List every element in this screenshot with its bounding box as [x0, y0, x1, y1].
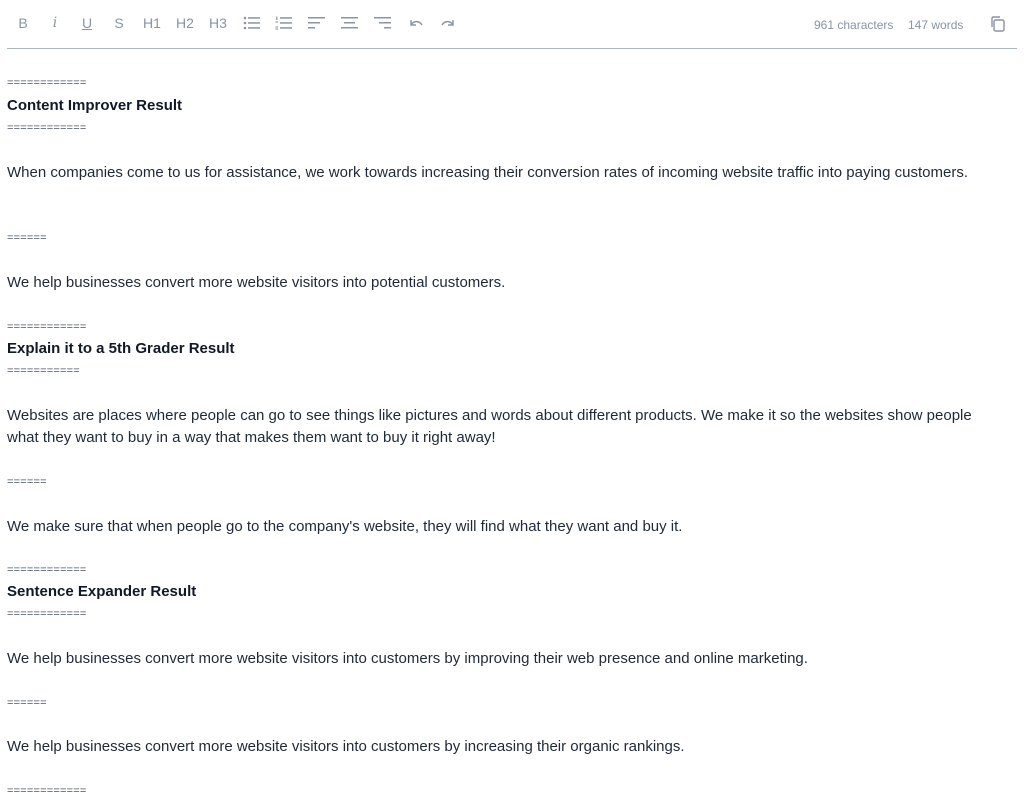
paragraph: Websites are places where people can go to see things like pictures and words about different products. We make it so the websites show people what they want to buy in a way that makes them want to buy it right away!: [7, 407, 972, 446]
underline-button[interactable]: U: [81, 15, 93, 31]
undo-button[interactable]: [405, 11, 427, 35]
copy-button[interactable]: [989, 15, 1009, 35]
paragraph: We make sure that when people go to the company's website, they will find what they want and buy it.: [7, 518, 683, 535]
heading-1-button[interactable]: H1: [143, 15, 161, 31]
section-heading: Explain it to a 5th Grader Result: [7, 340, 235, 357]
separator-line: ======: [7, 232, 47, 244]
align-right-button[interactable]: [372, 11, 394, 35]
separator-line: ============: [7, 77, 87, 89]
section-heading: Content Improver Result: [7, 97, 183, 114]
italic-button[interactable]: i: [52, 15, 58, 31]
separator-line: ======: [7, 476, 47, 488]
heading-3-button[interactable]: H3: [209, 15, 227, 31]
editor-toolbar: [7, 0, 1017, 49]
section-heading: Sentence Expander Result: [7, 583, 197, 600]
undo-icon: [408, 17, 424, 29]
heading-2-button[interactable]: H2: [176, 15, 194, 31]
align-center-button[interactable]: [339, 11, 361, 35]
align-right-icon: [374, 16, 392, 30]
separator-line: ============: [7, 122, 87, 134]
redo-button[interactable]: [437, 11, 459, 35]
separator-line: ============: [7, 564, 87, 576]
redo-icon: [440, 17, 456, 29]
paragraph: We help businesses convert more website visitors into customers by increasing their organic rankings.: [7, 738, 685, 755]
separator-line: ============: [7, 785, 87, 797]
paragraph: When companies come to us for assistance, we work towards increasing their conversion rates of incoming website traffic into paying customers.: [7, 164, 968, 181]
paragraph: We help businesses convert more website visitors into potential customers.: [7, 274, 506, 291]
paragraph: We help businesses convert more website visitors into customers by improving their web presence and online marketing.: [7, 650, 808, 667]
bullet-list-icon: [243, 16, 261, 30]
strikethrough-button[interactable]: S: [114, 15, 124, 31]
separator-line: ============: [7, 321, 87, 333]
align-center-icon: [341, 16, 359, 30]
separator-line: ======: [7, 697, 47, 709]
numbered-list-button[interactable]: [273, 11, 295, 35]
bold-button[interactable]: B: [18, 15, 28, 31]
word-count: 147 words: [908, 18, 964, 32]
copy-icon: [989, 15, 1007, 33]
align-left-icon: [308, 16, 326, 30]
character-count: 961 characters: [814, 18, 894, 32]
align-left-button[interactable]: [306, 11, 328, 35]
bullet-list-button[interactable]: [241, 11, 263, 35]
separator-line: ============: [7, 608, 87, 620]
numbered-list-icon: [275, 16, 293, 30]
separator-line: ===========: [7, 365, 80, 377]
